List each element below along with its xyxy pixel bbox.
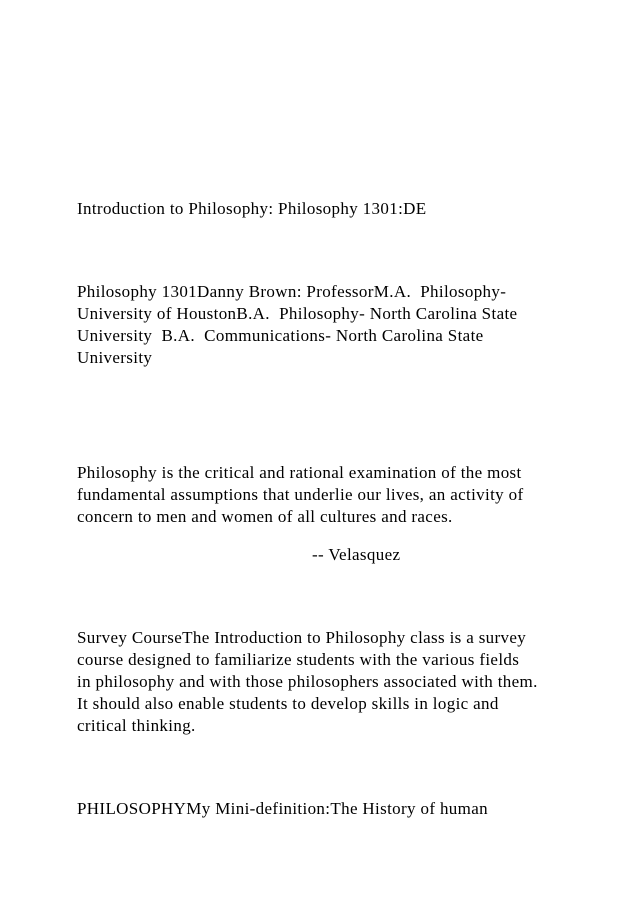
course-info-line: University — [77, 348, 153, 367]
survey-line: It should also enable students to develop skills in logic and — [77, 694, 499, 713]
survey-line: in philosophy and with those philosophers associated with them. — [77, 672, 538, 691]
document-title: Introduction to Philosophy: Philosophy 1301:DE — [77, 199, 427, 218]
course-info-line: University B.A. Communications- North Carolina State — [77, 326, 484, 345]
quote-line: Philosophy is the critical and rational examination of the most — [77, 463, 522, 482]
survey-line: course designed to familiarize students with the various fields — [77, 650, 520, 669]
survey-line: critical thinking. — [77, 716, 196, 735]
philosophy-definition-line: PHILOSOPHYMy Mini-definition:The History of human — [77, 799, 488, 818]
quote-attribution: -- Velasquez — [312, 545, 401, 564]
course-info-line: University of HoustonB.A. Philosophy- North Carolina State — [77, 304, 518, 323]
survey-line: Survey CourseThe Introduction to Philosophy class is a survey — [77, 628, 527, 647]
quote-line: fundamental assumptions that underlie our lives, an activity of — [77, 485, 524, 504]
quote-line: concern to men and women of all cultures and races. — [77, 507, 453, 526]
course-info-line: Philosophy 1301Danny Brown: ProfessorM.A. Philosophy- — [77, 282, 507, 301]
